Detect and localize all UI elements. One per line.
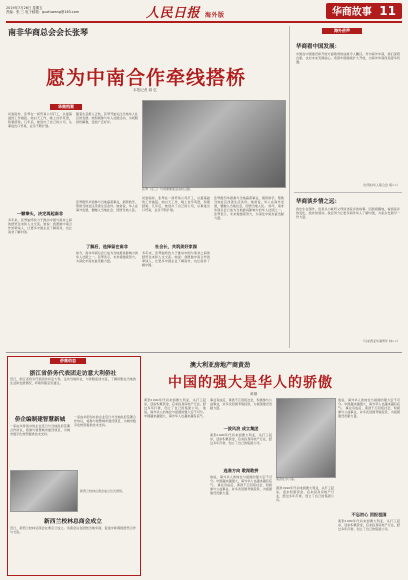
main-byline: 本报记者 翁 忆 <box>133 88 157 92</box>
lower-story3-text: 近日，新西兰校林总商会在奥克兰成立。该商会旨在团结当地华商，促进中新两国经贸合作与交流。 <box>10 526 136 535</box>
main-headline: 愿为中南合作牵线搭桥 <box>46 67 247 89</box>
lower-right-para-1: 黄劲1990年代初来到澳大利亚，从打工起步，逐步积累资金，后来投身房地产行业，经过多年打拼，创立了自己的集团公司。 <box>144 398 206 411</box>
right-item1-title: 华商看中国发展： <box>296 44 341 50</box>
lower-right-col-4 <box>210 475 272 574</box>
lower-story2-headline: 侨企编制建智慧新城 <box>14 417 66 423</box>
lower-story1-headline: 浙江省侨务代表团走访意大利侨社 <box>29 371 117 377</box>
lower-story2-body-right <box>74 415 136 468</box>
masthead-date-info <box>6 6 96 14</box>
lower-left-photo <box>10 470 78 512</box>
lower-right-photo-caption: 黄劲在办公室。 <box>276 477 298 481</box>
lower-story3-headline: 新西兰校林总商会成立 <box>44 519 102 525</box>
lower-left-photo-caption: 新西兰校林总商会成立仪式现场。 <box>80 489 126 493</box>
right-column-divider <box>289 26 290 348</box>
lower-story1-text: 近日，浙江省侨务代表团访问意大利，走访当地侨社，与侨胞座谈交流，了解侨胞在当地的生活和发展情况，听取侨胞意见建议。 <box>10 377 136 386</box>
right-item1-source: （比利时华人联合会 胡××） <box>361 183 400 187</box>
main-body-col-6 <box>142 196 210 240</box>
lower-right-kicker: 澳大利亚房地产商黄劲 <box>190 362 251 369</box>
lower-right-col-7 <box>338 519 400 574</box>
lower-right-subhead-2: 选准方向 敢闯敢拼 <box>223 468 259 473</box>
main-body-para-2: 随着生意渐入正轨，张琴开始关注当地华人社区的发展。她积极参与华人社团活动，为同胞排忧解难，受到广泛好评。 <box>76 112 138 125</box>
lower-right-photo <box>276 398 336 478</box>
main-body-col-1 <box>8 112 72 206</box>
section-badge <box>326 3 402 19</box>
main-body-para-6: 初到南非，张琴在一间贸易公司打工，从最基础的工作做起。她白天工作，晚上自学英语，积累经验。几年后，她创办了自己的公司，从事进出口贸易，业务不断扩展。 <box>142 196 210 213</box>
main-body-col-4 <box>76 200 138 240</box>
main-body-para-3: 多年来，张琴始终致力于推动中国与南非之间的经贸往来和人文交流。她说：我愿做中南合作的牵线人，让更多中国企业了解南非，也让南非了解中国。 <box>8 218 72 235</box>
right-item2-title: 华商谈乡情之远： <box>296 199 341 205</box>
lower-right-para-8: 他说，海外华人的地位与祖国的强大密不可分。中国越来越强大，海外华人也越来越有底气。 <box>338 398 400 411</box>
lower-right-para-6: 事业有成后，黄劲不忘回报社会，积极参与公益事业，并多次回国考察投资，为祖国建设贡献力量。 <box>210 483 272 496</box>
main-kicker: 南非华商总会会长张琴 <box>8 28 88 37</box>
lower-right-col-5 <box>276 486 334 574</box>
lower-section-divider <box>6 352 402 353</box>
main-body-para-7: 多年来，张琴始终致力于推动中国与南非之间的经贸往来和人文交流。她说：我愿做中南合作的牵线人，让更多中国企业了解南非，也让南非了解中国。 <box>142 251 210 268</box>
main-body-para-4: 张琴组织华商参与当地慈善事业，捐资助学，帮助当地社区改善生活条件。她常说，华人在海外发展，要融入当地社会，回馈当地人民。 <box>76 200 138 213</box>
lower-right-para-4: 黄劲1990年代初来到澳大利亚，从打工起步，逐步积累资金，后来投身房地产行业，经过多年打拼，创立了自己的集团公司。 <box>210 433 272 446</box>
lower-right-para-5: 他说，海外华人的地位与祖国的强大密不可分。中国越来越强大，海外华人也越来越有底气。 <box>210 475 272 488</box>
lower-left-tag: 侨商动态 <box>50 358 86 364</box>
right-item1-body <box>296 52 400 182</box>
newspaper-logo <box>146 2 225 21</box>
page-number: 11 <box>379 4 396 18</box>
lower-right-col-1 <box>144 398 206 574</box>
edition-label: 海外版 <box>205 12 225 19</box>
main-body-col-5 <box>76 251 138 348</box>
main-body-para-8: 张琴组织华商参与当地慈善事业，捐资助学，帮助当地社区改善生活条件。她常说，华人在海外发展，要融入当地社会，回馈当地人民。 <box>214 196 284 209</box>
lower-story2-body-left <box>10 424 70 468</box>
main-photo-caption: 张琴（左三）与同事参加活动时合影。 <box>142 187 194 191</box>
main-subhead-2: 了解后，选择留在南非 <box>86 244 128 249</box>
section-title: 华商故事 <box>331 7 372 18</box>
lower-right-subhead-3: 不忘初心 回报祖国 <box>351 512 387 517</box>
lower-story2-text-right: 一家由华侨创办的企业近日与当地政府签署合作协议，将参与智慧城市建设项目，为城市数字化转型提供技术支持。 <box>74 415 136 428</box>
lower-right-subhead-1: 一波风浪 成立集团 <box>223 426 259 431</box>
main-body-col-2 <box>76 112 138 206</box>
editor-info: 责编：张 三 电子邮箱：guofuwang@163.com <box>6 10 80 15</box>
lower-right-para-3: 事业有成后，黄劲不忘回报社会，积极参与公益事业，并多次回国考察投资，为祖国建设贡献力量。 <box>210 398 272 411</box>
lower-right-col-3 <box>210 433 272 463</box>
main-subhead-1: 一颗拳头，决定再起南非 <box>16 211 64 216</box>
lower-right-para-9: 事业有成后，黄劲不忘回报社会，积极参与公益事业，并多次回国考察投资，为祖国建设贡献力量。 <box>338 406 400 419</box>
lower-story2-text: 一家由华侨创办的企业近日与当地政府签署合作协议，将参与智慧城市建设项目，为城市数字化转型提供技术支持。 <box>10 424 70 437</box>
lower-right-para-7: 黄劲1990年代初来到澳大利亚，从打工起步，逐步积累资金，后来投身房地产行业，经过多年打拼，创立了自己的集团公司。 <box>276 486 334 503</box>
lower-story1-body <box>10 377 136 411</box>
date-info: 2019年7月26日 星期五 <box>6 6 43 10</box>
logo-text: 人民日报 <box>146 6 201 21</box>
main-body-col-7 <box>142 251 210 348</box>
main-sidebar-tag: 华商档案 <box>50 104 82 110</box>
main-body-para-1: 初到南非，张琴在一间贸易公司打工，从最基础的工作做起。她白天工作，晚上自学英语，积累经验。几年后，她创办了自己的公司，从事进出口贸易，业务不断扩展。 <box>8 112 72 129</box>
lower-right-para-2: 他说，海外华人的地位与祖国的强大密不可分。中国越来越强大，海外华人也越来越有底气。 <box>144 406 206 419</box>
main-subhead-3: 社会长，共筑美好家园 <box>155 244 197 249</box>
lower-right-headline: 中国的强大是华人的骄傲 <box>168 375 333 391</box>
lower-right-col-6 <box>338 398 400 508</box>
main-body-col-3 <box>8 218 72 348</box>
right-item2-body <box>296 207 400 341</box>
main-body-para-5: 如今，南非华商总会已成为当地最具影响力的华人社团之一。张琴表示，未来将继续努力，为深化中南友谊贡献力量。 <box>76 251 138 264</box>
right-item1-text: 中国在中国建设和开放方面取得的成就令人瞩目。作为海外华商，我们深感自豪，也对未来充满信心。希望中国继续扩大开放，为海外华商创造更多机遇。 <box>296 52 400 65</box>
main-body-para-9: 如今，南非华商总会已成为当地最具影响力的华人社团之一。张琴表示，未来将继续努力，为深化中南友谊贡献力量。 <box>214 204 284 221</box>
right-item2-source: （马来西亚华裔青年 林××） <box>361 339 400 343</box>
main-body-col-8 <box>214 196 284 348</box>
right-column-tag: 海外侨声 <box>322 28 362 34</box>
lower-story3-body <box>10 526 136 570</box>
lower-right-byline: 黄顺 <box>250 392 258 396</box>
lower-right-col-2 <box>210 398 272 422</box>
right-item2-text: 我出生在国外，但是从小就听父母讲述家乡的故事。回到祖籍地，看到家乡的变化，我非常感动。我会努力让更多海外华人了解中国，为家乡发展尽一份力量。 <box>296 207 400 220</box>
top-rule <box>6 21 402 23</box>
main-photo <box>142 100 286 188</box>
lower-right-para-10: 黄劲1990年代初来到澳大利亚，从打工起步，逐步积累资金，后来投身房地产行业，经过多年打拼，创立了自己的集团公司。 <box>338 519 400 532</box>
right-column-separator <box>294 192 402 193</box>
